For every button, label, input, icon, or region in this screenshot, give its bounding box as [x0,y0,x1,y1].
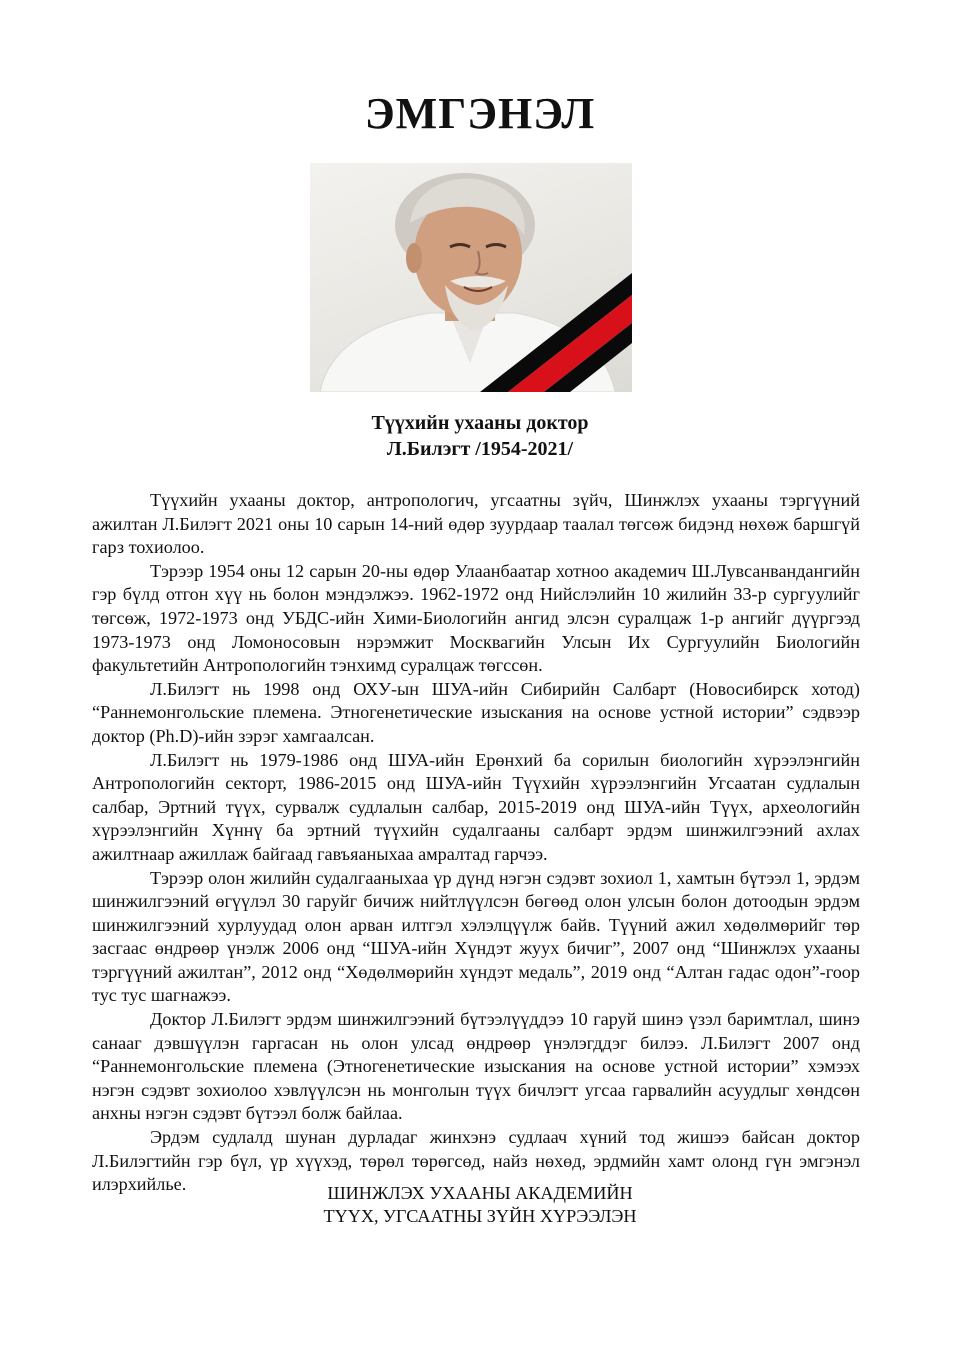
paragraph: Л.Билэгт нь 1998 онд ОХУ-ын ШУА-ийн Сибирийн Салбарт (Новосибирск хотод) “Раннемонгольские племена. Этногенетические изыскания на основе устной истории” сэдвээр доктор (Ph.D)-ийн зэрэг хамгаалсан. [92,678,860,746]
subtitle-name-years: Л.Билэгт /1954-2021/ [386,438,574,460]
subtitle-degree: Түүхийн ухааны доктор [371,412,589,434]
signature-line-1: ШИНЖЛЭХ УХААНЫ АКАДЕМИЙН [327,1183,633,1203]
page-title: ЭМГЭНЭЛ [364,89,596,138]
obituary-body [92,489,860,1197]
paragraph: Эрдэм судлалд шунан дурладаг жинхэнэ судлаач хүний тод жишээ байсан доктор Л.Билэгтийн гэр бүл, үр хүүхэд, төрөл төрөгсөд, найз нөхөд, эрдмийн хамт олонд гүн эмгэнэл илэрхийлье. [92,1127,860,1195]
paragraph: Түүхийн ухааны доктор, антропологич, угсаатны зүйч, Шинжлэх ухааны тэргүүний ажилтан Л.Билэгт 2021 оны 10 сарын 14-ний өдөр зуурдаар таалал төгсөж бидэнд нөхөж баршгүй гарз тохиолоо. [92,490,860,558]
subtitle [0,410,960,462]
paragraph: Л.Билэгт нь 1979-1986 онд ШУА-ийн Ерөнхий ба сорилын биологийн хүрээлэнгийн Антропологийн секторт, 1986-2015 онд ШУА-ийн Түүхийн хүрээлэнгийн Угсаатан судлалын салбар, Эртний түүх, сурвалж судлалын салбар, 2015-2019 онд ШУА-ийн Түүх, археологийн хүрээлэнгийн Хүннү ба эртний түүхийн судалгааны салбарт эрдэм шинжилгээний ахлах ажилтнаар ажиллаж байгаад гавъяаныхаа амралтад гарчээ. [92,749,860,864]
paragraph: Тэрээр 1954 оны 12 сарын 20-ны өдөр Улаанбаатар хотноо академич Ш.Лувсанвандангийн гэр бүлд отгон хүү нь болон мэндэлжээ. 1962-1972 онд Нийслэлийн 10 жилийн 33-р сургуулийг төгсөж, 1972-1973 онд УБДС-ийн Хими-Биологийн ангид элсэн суралцаж 1-р ангийг дүүргээд 1973-1973 онд Ломоносовын нэрэмжит Москвагийн Улсын Их Сургуулийн Биологийн факультетийн Антропологийн тэнхимд суралцаж төгссөн. [92,560,860,676]
signature [0,1182,960,1228]
paragraph: Доктор Л.Билэгт эрдэм шинжилгээний бүтээлүүддээ 10 гаруй шинэ үзэл баримтлал, шинэ санааг дэвшүүлэн гаргасан нь олон улсад өндрөөр үнэлэгддэг билээ. Л.Билэгт 2007 онд “Раннемонгольские племена (Этногенетические изыскания на основе устной истории” хэмээх нэгэн сэдэвт зохиолоо хэвлүүлсэн нь монголын түүх бичлэгт угсаа гарвалийн асуудлыг хөндсөн анхны нэгэн сэдэвт бүтээл болж байлаа. [92,1009,860,1124]
signature-line-2: ТҮҮХ, УГСААТНЫ ЗҮЙН ХҮРЭЭЛЭН [323,1206,637,1226]
paragraph: Тэрээр олон жилийн судалгааныхаа үр дүнд нэгэн сэдэвт зохиол 1, хамтын бүтээл 1, эрдэм шинжилгээний өгүүлэл 30 гаруйг бичиж нийтлүүлсэн бөгөөд олон улсын болон дотоодын эрдэм шинжилгээний хурлуудад олон арван илтгэл хэлэлцүүлж байв. Түүний ажил хөдөлмөрийг төр засгаас өндрөөр үнэлж 2006 онд “ШУА-ийн Хүндэт жуух бичиг”, 2007 онд “Шинжлэх ухааны тэргүүний ажилтан”, 2012 онд “Хөдөлмөрийн хүндэт медаль”, 2019 онд “Алтан гадас одон”-гоор тус тус шагнажээ. [92,867,860,1006]
portrait-photo [310,163,632,392]
